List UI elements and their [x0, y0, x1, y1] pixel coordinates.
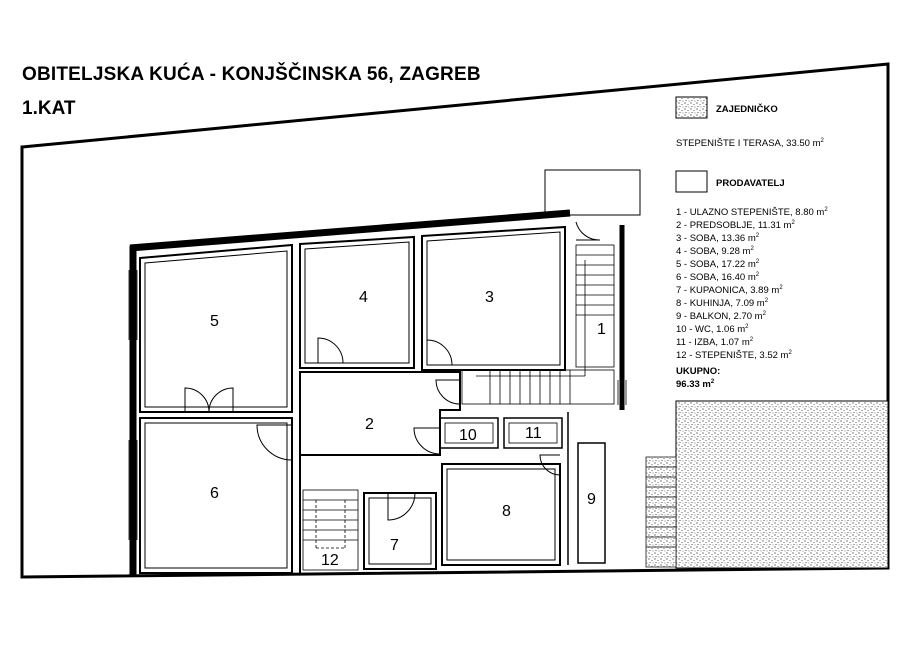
room-9-walls [568, 412, 605, 565]
legend-item: 7 - KUPAONICA, 3.89 $m^2$ [676, 285, 783, 296]
room-label-9: 9 [587, 491, 596, 508]
room-label-8: 8 [502, 503, 511, 520]
legend-item: 2 - PREDSOBLJE, 11.31 $m^2$ [676, 220, 795, 231]
room-label-12: 12 [321, 552, 339, 569]
legend-common-swatch [676, 97, 707, 118]
common-terrace [676, 401, 888, 568]
room-8-walls [442, 464, 560, 565]
house-walls [130, 170, 640, 577]
legend-seller-label: PRODAVATELJ [716, 178, 785, 189]
legend-common-desc: STEPENIŠTE I TERASA, 33.50 $m^2$ [676, 138, 824, 149]
room-label-10: 10 [459, 427, 477, 444]
legend-item: 10 - WC, 1.06 $m^2$ [676, 324, 749, 335]
legend-item: 6 - SOBA, 16.40 $m^2$ [676, 272, 760, 283]
room-4-walls [300, 237, 414, 368]
legend-item: 1 - ULAZNO STEPENIŠTE, 8.80 $m^2$ [676, 207, 828, 218]
room-label-7: 7 [390, 537, 399, 554]
legend-common-label: ZAJEDNIČKO [716, 104, 778, 115]
legend-item: 3 - SOBA, 13.36 $m^2$ [676, 233, 760, 244]
legend-item: 9 - BALKON, 2.70 $m^2$ [676, 311, 766, 322]
common-stairs [646, 457, 676, 567]
room-1-stairs [462, 245, 614, 404]
room-label-3: 3 [485, 289, 494, 306]
floor-label: 1.KAT [22, 98, 76, 119]
legend-item: 4 - SOBA, 9.28 $m^2$ [676, 246, 754, 257]
legend-seller-list [676, 207, 828, 361]
room-label-1: 1 [597, 321, 606, 338]
legend-item: 11 - IZBA, 1.07 $m^2$ [676, 337, 754, 348]
room-label-6: 6 [210, 485, 219, 502]
legend-item: 5 - SOBA, 17.22 $m^2$ [676, 259, 760, 270]
room-label-5: 5 [210, 313, 219, 330]
windows [129, 270, 626, 540]
plan-title: OBITELJSKA KUĆA - KONJŠČINSKA 56, ZAGREB [22, 64, 481, 85]
legend-seller-swatch [676, 171, 707, 192]
room-7-walls [364, 493, 436, 569]
legend-total-label: UKUPNO: [676, 366, 721, 377]
legend-item: 12 - STEPENIŠTE, 3.52 $m^2$ [676, 350, 792, 361]
room-label-2: 2 [365, 416, 374, 433]
legend-total-value: 96.33 $m^2$ [676, 379, 715, 390]
room-label-11: 11 [525, 425, 542, 442]
legend-item: 8 - KUHINJA, 7.09 $m^2$ [676, 298, 769, 309]
room-label-4: 4 [359, 289, 368, 306]
